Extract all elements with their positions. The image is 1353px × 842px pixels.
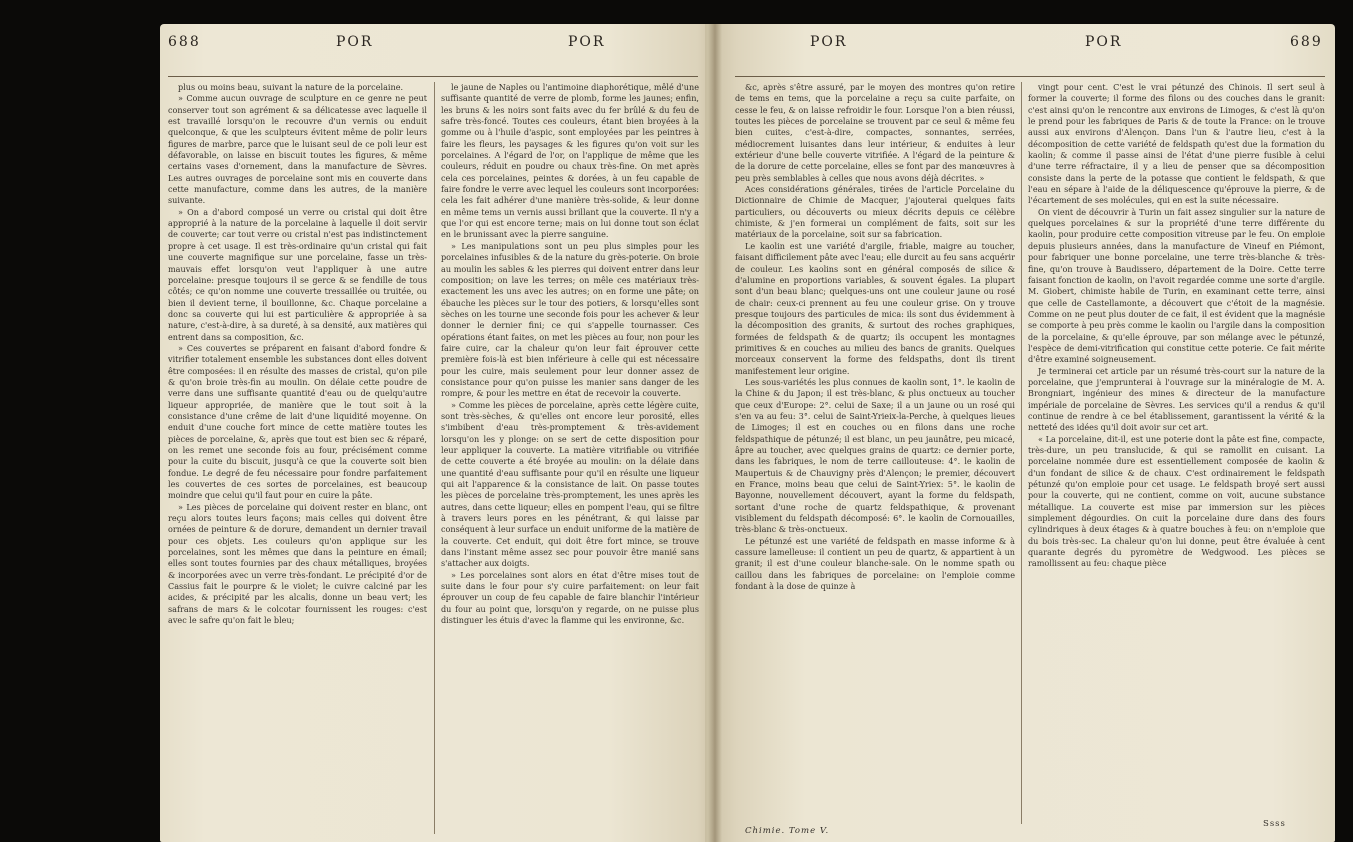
right-page-column-2 (1028, 82, 1325, 818)
left-column-divider (434, 82, 435, 834)
paragraph: le jaune de Naples ou l'antimoine diaphorétique, mêlé d'une suffisante quantité de verre de plomb, forme les jaunes; enfin, les bruns & les noirs sont faits avec du fer brûlé & du feu de safre très-foncé. Toutes ces couleurs, étant bien broyées à la gomme ou à l'huile d'aspic, sont employées par les peintres à faire les fleurs, les paysages & les figures qu'on voit sur les porcelaines. A l'égard de l'or, on l'applique de même que les couleurs, réduit en poudre ou chaux très-fine. On met après cela ces porcelaines, peintes & dorées, à un feu capable de faire fondre le verre avec lequel les couleurs sont incorporées: cela les fait adhérer d'une manière très-solide, & leur donne en même tems un vernis aussi brillant que la couverte. Il n'y a que l'or qui est encore terne; mais on lui donne tout son éclat en le brunissant avec la pierre sanguine. (441, 82, 699, 240)
left-header-rule (168, 76, 698, 77)
left-page-column-2 (441, 82, 699, 834)
paragraph: Le kaolin est une variété d'argile, friable, maigre au toucher, faisant difficilement pâte avec l'eau; elle durcit au feu sans acquérir de couleur. Les kaolins sont en général composés de silice & d'alumine en proportions variables, & souvent égales. La plupart sont d'un beau blanc; quelques-uns ont une couleur jaune ou rosé de chair: ceux-ci prennent au feu une couleur grise. On y trouve presque toujours des particules de mica: ils sont dus évidemment à la décomposition des granits, & surtout des roches graphiques, formées de feldspath & de quartz; ils occupent les montagnes primitives & en couches au milieu des bancs de granits. Quelques morceaux conservent la forme des feldspaths, dont ils tirent manifestement leur origine. (735, 240, 1015, 376)
open-book (160, 24, 1335, 842)
paragraph: » Ces couvertes se préparent en faisant d'abord fondre & vitrifier totalement ensemble les substances dont elles doivent être composées: il en résulte des masses de cristal, qu'on pile & qu'on broie très-fin au moulin. On délaie cette poudre de verre dans une suffisante quantité d'eau ou de quelqu'autre liqueur appropriée, de manière que le tout soit à la consistance d'une crême de lait d'une liquidité moyenne. On enduit d'une couche fort mince de cette matière toutes les pièces de porcelaine, &, après que tout est bien sec & réparé, on les remet une seconde fois au four, précisément comme pour la cuite du biscuit, jusqu'à ce que la couverte soit bien fondue. Le degré de feu nécessaire pour fondre parfaitement les couvertes de ces sortes de porcelaines, est beaucoup moindre que celui qu'il faut pour en cuire la pâte. (168, 342, 427, 501)
paragraph: » Comme les pièces de porcelaine, après cette légère cuite, sont très-sèches, & qu'elles ont encore leur porosité, elles s'imbibent d'eau très-promptement & très-avidement lorsqu'on les y plonge: on se sert de cette disposition pour leur appliquer la couverte. La matière vitrifiable ou vitrifiée de cette couverte a été broyée au moulin: on la délaie dans une quantité d'eau suffisante pour qu'il en résulte une liqueur qui ait l'apparence & la consistance de lait. On passe toutes les pièces de porcelaine très-promptement, les unes après les autres, dans cette liqueur; elles en pompent l'eau, qui se filtre à travers leurs pores en les pénétrant, & qui laisse par conséquent à leur surface un enduit uniforme de la matière de la couverte. Cet enduit, qui doit être fort mince, se trouve dans l'instant même assez sec pour pouvoir être manié sans s'attacher aux doigts. (441, 399, 699, 569)
paragraph: » Les porcelaines sont alors en état d'être mises tout de suite dans le four pour s'y cuire parfaitement: on leur fait éprouver un coup de feu capable de faire blanchir l'intérieur du four au point que, lorsqu'on y regarde, on ne puisse plus distinguer les étuis d'avec la flamme qui les environne, &c. (441, 569, 699, 626)
paragraph: Le pétunzé est une variété de feldspath en masse informe & à cassure lamelleuse: il contient un peu de quartz, & appartient à un granit; il est d'une couleur blanche-sale. On le nomme spath ou caillou dans les fabriques de porcelaine: on l'emploie comme fondant à la dose de quinze à (735, 535, 1015, 592)
left-page (160, 24, 720, 842)
paragraph: On vient de découvrir à Turin un fait assez singulier sur la nature de quelques porcelaines & sur la propriété d'une terre différente du kaolin, pour produire cette composition vitreuse par le feu. On emploie depuis plusieurs années, dans la manufacture de Vineuf en Piémont, pour fabriquer une bonne porcelaine, une terre très-blanche & très-fine, qu'on trouve à Baudissero, département de la Doire. Cette terre faisant fonction de kaolin, on l'avoit regardée comme une sorte d'argile. M. Giobert, chimiste habile de Turin, en examinant cette terre, ainsi que celle de Castellamonte, a découvert que c'étoit de la magnésie. Comme on ne peut plus douter de ce fait, il est évident que la magnésie se comporte à peu près comme le kaolin ou l'argile dans la composition de la porcelaine, & qu'elle éprouve, par son mélange avec le pétunzé, l'espèce de demi-vitrification qui constitue cette poterie. Ce fait mérite d'être examiné soigneusement. (1028, 206, 1325, 365)
left-page-number: 688 (168, 34, 201, 50)
right-page-number: 689 (1290, 34, 1323, 50)
left-page-column-1 (168, 82, 427, 834)
left-page-header-left: POR (336, 34, 374, 50)
paragraph: » Comme aucun ouvrage de sculpture en ce genre ne peut conserver tout son agrément & sa délicatesse avec laquelle il est travaillé lorsqu'on le recouvre d'un vernis ou enduit quelconque, & que les sculpteurs évitent même de polir leurs figures de marbre, parce que le luisant seul de ce poli leur est défavorable, on laisse en biscuit toutes les figures, & même certains vases d'ornement, dans la manufacture de Sèvres. Les autres ouvrages de porcelaine sont mis en couverte dans cette manufacture, comme dans les autres, de la manière suivante. (168, 93, 427, 206)
paragraph: vingt pour cent. C'est le vrai pétunzé des Chinois. Il sert seul à former la couverte; il forme des filons ou des couches dans le granit: c'est ainsi qu'on le rencontre aux environs de Limoges, & c'est là qu'on le prend pour les fabriques de Paris & de toute la France: on le trouve aussi aux environs d'Alençon. Dans l'un & l'autre lieu, c'est à la décomposition de cette variété de feldspath qu'est due la formation du kaolin; & comme il passe ainsi de l'état d'une pierre fusible à celui d'une terre réfractaire, il y a lieu de penser que sa décomposition consiste dans la perte de la potasse que contient le feldspath, & que l'eau en sépare à l'aide de la déliquescence qu'éprouve la pierre, & de l'écartement de ses molécules, qui en est la suite nécessaire. (1028, 82, 1325, 206)
footer-volume: Chimie. Tome V. (745, 826, 830, 836)
right-page-header-right: POR (1085, 34, 1123, 50)
paragraph: Les sous-variétés les plus connues de kaolin sont, 1°. le kaolin de la Chine & du Japon; il est très-blanc, & plus onctueux au toucher que ceux d'Europe: 2°. celui de Saxe; il a un jaune ou un rosé qui s'en va au feu: 3°. celui de Saint-Yrieix-la-Perche, à quelques lieues de Limoges; il est en couches ou en filons dans une roche feldspathique de pétunzé; il est blanc, un peu jaunâtre, peu micacé, âpre au toucher, avec quelques grains de quartz: ce dernier porte, dans les fabriques, le nom de terre caillouteuse: 4°. le kaolin de Maupertuis & de Chauvigny près d'Alençon; le premier, découvert en France, moins beau que celui de Saint-Yriex: 5°. le kaolin de Bayonne, nouvellement découvert, ayant la forme du feldspath, sortant d'une roche de quartz feldspathique, & provenant visiblement du feldspath décomposé: 6°. le kaolin de Cornouailles, très-blanc & très-onctueux. (735, 376, 1015, 535)
paragraph: « La porcelaine, dit-il, est une poterie dont la pâte est fine, compacte, très-dure, un peu translucide, & qui se ramollit en cuisant. La porcelaine nommée dure est essentiellement composée de kaolin & d'un fondant de silice & de chaux. C'est ordinairement le feldspath pétunzé qu'on emploie pour cet usage. Le feldspath broyé sert aussi pour la couverte, qui ne contient, comme on voit, aucune substance métallique. La couverte est mise par immersion sur les pièces simplement dégourdies. On cuit la porcelaine dure dans des fours cylindriques à deux étages & à quatre bouches à feu: on n'emploie que du bois très-sec. La chaleur qu'on lui donne, peut être évaluée à cent quarante degrés du pyromètre de Wedgwood. Les pièces se ramollissent au feu: chaque pièce (1028, 433, 1325, 569)
paragraph: » On a d'abord composé un verre ou cristal qui doit être approprié à la nature de la porcelaine à laquelle il doit servir de couverte; car tout verre ou cristal n'est pas indistinctement propre à cet usage. Il est très-ordinaire qu'un cristal qui fait une couverte magnifique sur une porcelaine, fasse un très-mauvais effet lorsqu'on veut l'appliquer à une autre porcelaine: presque toujours il se gerce & se fendille de tous côtés; ce qu'on nomme une couverte tressaillée ou truitée, ou bien il devient terne, il bouillonne, &c. Chaque porcelaine a donc sa couverte qui lui est particulière & appropriée à sa nature, c'est-à-dire, à sa dureté, à sa densité, aux matières qui entrent dans sa composition, &c. (168, 206, 427, 342)
paragraph: plus ou moins beau, suivant la nature de la porcelaine. (178, 82, 404, 92)
paragraph: &c, après s'être assuré, par le moyen des montres qu'on retire de tems en tems, que la porcelaine a reçu sa cuite parfaite, on cesse le feu, & on laisse refroidir le four. Lorsque l'on a bien réussi, toutes les pièces de porcelaine se trouvent par ce seul & même feu bien cuites, c'est-à-dire, compactes, sonnantes, serrées, médiocrement luisantes dans leur intérieur, & enduites à leur extérieur d'une belle couverte vitrifiée. A l'égard de la peinture & de la dorure de cette porcelaine, elles se font par des manœuvres à peu près semblables à celles que nous avons déjà décrites. » (735, 82, 1015, 183)
paragraph: » Les manipulations sont un peu plus simples pour les porcelaines infusibles & de la nature du grès-poterie. On broie au moulin les sables & les pierres qui doivent entrer dans leur composition; on lave les terres; on mêle ces matériaux très-exactement les uns avec les autres; on en forme une pâte; on ébauche les pièces sur le tour des potiers, & lorsqu'elles sont sèches on les tourne une seconde fois pour les achever & leur donner le dernier fini; ce qui s'appelle tournasser. Ces opérations étant faites, on met les pièces au four, non pour les faire cuire, car la chaleur qu'on leur fait éprouver cette première fois-là est bien inférieure à celle qui est nécessaire pour les cuire, mais seulement pour leur donner assez de consistance pour qu'on puisse les manier sans danger de les rompre, & pour les mettre en état de recevoir la couverte. (441, 240, 699, 399)
right-page-header-left: POR (810, 34, 848, 50)
left-page-header-right: POR (568, 34, 606, 50)
paragraph: Je terminerai cet article par un résumé très-court sur la nature de la porcelaine, que j'emprunterai à l'ouvrage sur la minéralogie de M. A. Brongniart, ingénieur des mines & directeur de la manufacture impériale de porcelaine de Sèvres. Les services qu'il a rendus & qu'il continue de rendre à ce bel établissement, garantissent la vérité & la netteté des idées qu'il doit avoir sur cet art. (1028, 365, 1325, 433)
right-page (705, 24, 1335, 842)
right-page-column-1 (735, 82, 1015, 824)
paragraph: Aces considérations générales, tirées de l'article Porcelaine du Dictionnaire de Chimie de Macquer, j'ajouterai quelques faits particuliers, ou découverts ou mieux décrits depuis ce célèbre chimiste, & j'en formerai un complément de faits, soit sur les matériaux de la porcelaine, soit sur sa fabrication. (735, 184, 1015, 240)
right-header-rule (735, 76, 1325, 77)
right-column-divider (1021, 82, 1022, 824)
footer-signature-mark: Ssss (1263, 819, 1286, 829)
paragraph: » Les pièces de porcelaine qui doivent rester en blanc, ont reçu alors toutes leurs façons; mais celles qui doivent être ornées de peinture & de dorure, demandent un dernier travail pour ces objets. Les couleurs qu'on applique sur les porcelaines, sont les mêmes que dans la peinture en émail; elles sont toutes fournies par des chaux métalliques, broyées & incorporées avec un verre très-fondant. Le précipité d'or de Cassius fait le pourpre & le violet; le cuivre calciné par les acides, & précipité par les alcalis, donne un beau vert; les safrans de mars & le colcotar fournissent les rouges: c'est avec le safre qu'on fait le bleu; (168, 501, 427, 626)
book-gutter (708, 24, 722, 842)
